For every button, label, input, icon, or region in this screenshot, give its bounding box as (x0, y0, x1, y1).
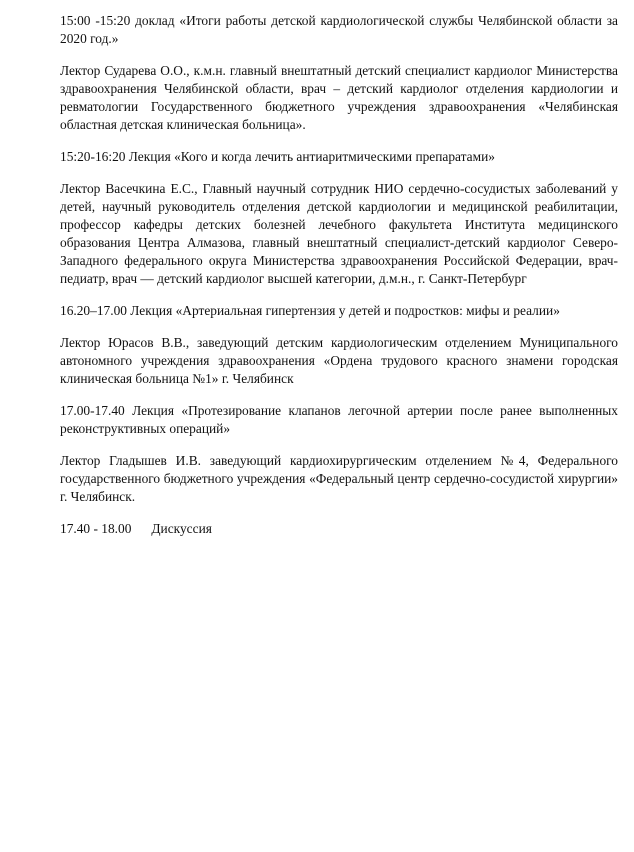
discussion-time: 17.40 - 18.00 (60, 521, 132, 536)
session-1-lecturer: Лектор Сударева О.О., к.м.н. главный внештатный детский специалист кардиолог Министерства здравоохранения Челябинской области, врач – детский кардиолог отделения кардиологии и ревматологии Государственного бюджетного учреждения здравоохранения «Челябинская областная детская клиническая больница». (60, 63, 618, 132)
session-4-lecturer: Лектор Гладышев И.В. заведующий кардиохирургическим отделением №4, Федерального государственного бюджетного учреждения «Федеральный центр сердечно-сосудистой хирургии» г. Челябинск. (60, 453, 618, 504)
session-3-lecturer: Лектор Юрасов В.В., заведующий детским кардиологическим отделением Муниципального автономного учреждения здравоохранения «Ордена трудового красного знамени городская клиническая больница №1» г. Челябинск (60, 335, 618, 386)
discussion-label: Дискуссия (151, 521, 212, 536)
session-3-title: 16.20–17.00 Лекция «Артериальная гипертензия у детей и подростков: мифы и реалии» (60, 303, 560, 318)
session-2-lecturer: Лектор Васечкина Е.С., Главный научный сотрудник НИО сердечно-сосудистых заболеваний у детей, научный руководитель отделения детской кардиологии и медицинской реабилитации, профессор кафедры детских болезней лечебного факультета Института медицинского образования Центра Алмазова, главный внештатный специалист-детский кардиолог Северо-Западного федерального округа Министерства здравоохранения Российской Федерации, врач-педиатр, врач — детский кардиолог высшей категории, д.м.н., г. Санкт-Петербург (60, 181, 618, 286)
program-page (60, 12, 618, 538)
session-4-title: 17.00-17.40 Лекция «Протезирование клапанов легочной артерии после ранее выполненных реконструктивных операций» (60, 403, 618, 436)
session-2-title: 15:20-16:20 Лекция «Кого и когда лечить антиаритмическими препаратами» (60, 149, 495, 164)
session-1-title: 15:00 -15:20 доклад «Итоги работы детской кардиологической службы Челябинской области за 2020 год.» (60, 13, 618, 46)
discussion-line (60, 520, 618, 538)
